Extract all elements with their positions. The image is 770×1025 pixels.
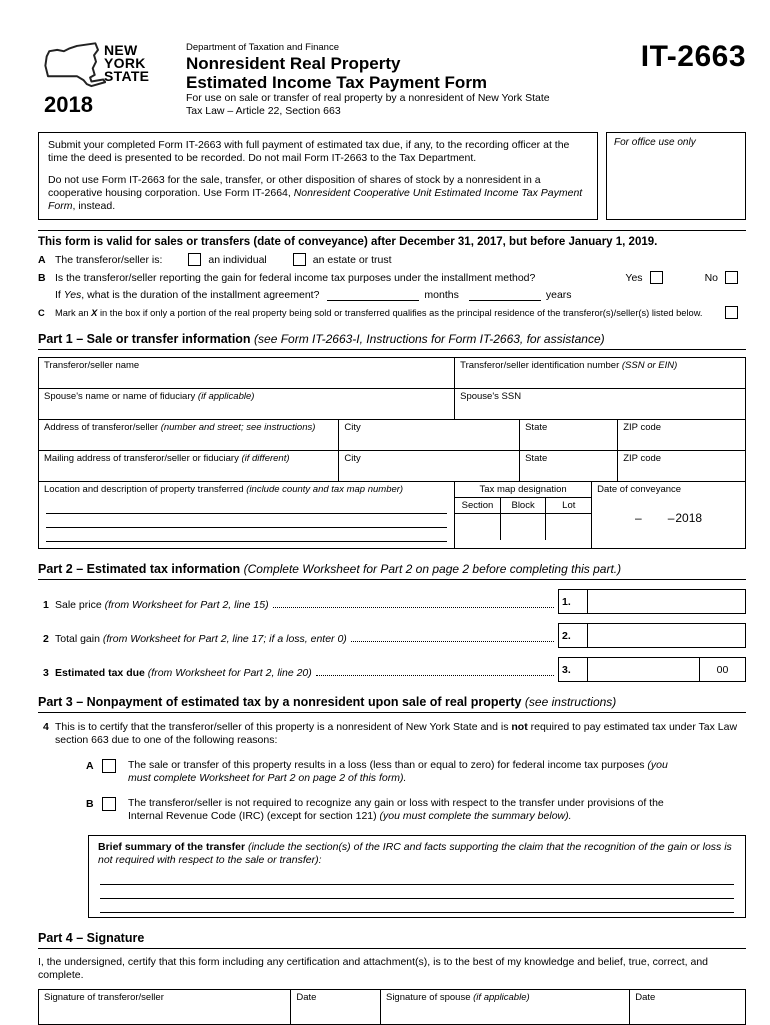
property-location-field[interactable]: Location and description of property transferred (include county and tax map number) [39,482,454,548]
city-field[interactable]: City [338,420,519,450]
brief-summary-box [88,835,746,918]
yes-label: Yes [625,271,643,284]
mailing-zip-field[interactable]: ZIP code [617,451,745,481]
dotted-leader [351,641,554,642]
summary-label: Brief summary of the transfer (include the section(s) of the IRC and facts supporting the claim that the recognition of the gain or loss is not required with respect to the sale or transfer): [98,841,732,866]
zip-field[interactable]: ZIP code [617,420,745,450]
form-header [38,40,746,120]
transferor-id-field[interactable]: Transferor/seller identification number (SSN or EIN) [454,358,745,388]
spouse-signature-field[interactable]: Signature of spouse (if applicable) [380,990,629,1024]
spouse-name-field[interactable]: Spouse's name or name of fiduciary (if applicable) [44,391,255,402]
form-title-line1: Nonresident Real Property [186,54,401,73]
months-input-line[interactable] [327,289,419,301]
yes-group [625,271,662,284]
line-item-1 [38,589,746,614]
tax-map-columns [455,498,591,514]
question-b-followup-row [55,289,746,301]
line-number: 3 [43,667,49,679]
no-group [705,271,738,284]
lot-field[interactable] [545,514,591,540]
line-label: Total gain (from Worksheet for Part 2, line 17; if a loss, enter 0) [55,633,347,645]
date-of-conveyance-field[interactable]: Date of conveyance – –2018 [591,482,745,548]
block-field[interactable] [500,514,546,540]
logo-word-york: YORK [104,55,146,71]
question-a-label: The transferor/seller is: [55,253,163,266]
line-item-3 [38,657,746,682]
summary-write-in-line[interactable] [100,871,734,885]
spouse-ssn-field[interactable]: Spouse's SSN [454,389,745,419]
box-line-number: 1. [562,595,571,608]
option-b-letter: B [86,798,94,810]
validity-statement: This form is valid for sales or transfers (date of conveyance) after December 31, 2017, but before January 1, 2019. [38,230,746,248]
summary-write-in-line[interactable] [100,899,734,913]
line-number: 4 [43,721,49,733]
table-row [39,419,745,450]
nys-logo [38,40,186,120]
part3-certification-text: This is to certify that the transferor/seller of this property is a nonresident of New York State and is not required to pay estimated tax under Tax Law section 663 due to one of the following reasons: [55,721,738,746]
part3-option-b [86,797,746,823]
spouse-signature-date-field[interactable]: Date [629,990,745,1024]
part4-header: Part 4 – Signature [38,931,746,949]
mailing-city-field[interactable]: City [338,451,519,481]
table-row [39,481,745,548]
header-titles [186,40,641,120]
logo-word-state: STATE [104,68,150,84]
department-name: Department of Taxation and Finance [186,42,339,53]
years-input-line[interactable] [469,289,541,301]
state-field[interactable]: State [519,420,617,450]
mailing-state-field[interactable]: State [519,451,617,481]
installment-yes-checkbox[interactable] [650,271,663,284]
question-b-row [38,271,746,284]
line-number: 2 [43,633,49,645]
estimated-tax-due-amount-field[interactable] [587,658,699,681]
tax-map-designation [454,482,591,548]
write-in-line[interactable] [46,529,447,542]
question-b-letter: B [38,271,46,284]
part3-item-4 [38,721,746,747]
table-row [39,388,745,419]
total-gain-amount-field[interactable] [587,624,745,647]
conveyance-date-format: – –2018 [635,511,703,525]
years-label: years [545,289,572,301]
ny-state-outline-icon [40,42,106,92]
yes-no-group [625,271,738,284]
part4-certification-text: I, the undersigned, certify that this form including any certification and attachment(s), is to the best of my knowledge and belief, true, correct, and complete. [38,956,709,981]
dotted-leader [316,675,554,676]
form-title-line2: Estimated Income Tax Payment Form [186,73,488,92]
lot-label: Lot [545,498,591,514]
block-label: Block [500,498,546,514]
transferor-signature-field[interactable]: Signature of transferor/seller [44,992,164,1003]
write-in-line[interactable] [46,501,447,514]
question-c-label: Mark an X in the box if only a portion of the real property being sold or transferred qualifies as the principal residence of the transferor(s)/seller(s) listed below. [55,307,703,318]
part1-table [38,357,746,549]
dotted-leader [273,607,554,608]
submission-notice-box [38,132,598,220]
question-a-row [38,253,746,266]
write-in-line[interactable] [46,515,447,528]
estate-trust-checkbox[interactable] [293,253,306,266]
line-item-2 [38,623,746,648]
notice-paragraph-2: Do not use Form IT-2663 for the sale, transfer, or other disposition of shares of stock by a nonresident in a cooperative housing corporation. Use Form IT-2664, Nonresident Cooperative Unit Estimated Income Tax Payment Form, instead. [48,174,583,212]
irc-exemption-checkbox[interactable] [102,797,116,811]
loss-checkbox[interactable] [102,759,116,773]
tax-map-inputs [455,514,591,540]
tax-year: 2018 [44,92,93,117]
section-label: Section [455,498,500,514]
line-number: 1 [43,599,49,611]
section-field[interactable] [455,514,500,540]
question-a-letter: A [38,253,46,266]
option-b-text: The transferor/seller is not required to recognize any gain or loss with respect to the transfer under provisions of the Internal Revenue Code (IRC) (except for section 121) (you must complete the summary below). [128,797,664,822]
mailing-address-field[interactable]: Mailing address of transferor/seller or fiduciary (if different) [44,453,290,464]
address-field[interactable]: Address of transferor/seller (number and street; see instructions) [44,422,316,433]
question-c-row [38,306,746,319]
part1-header: Part 1 – Sale or transfer information (see Form IT-2663-I, Instructions for Form IT-2663, for assistance) [38,332,746,350]
question-c-letter: C [38,307,45,318]
question-b-label: Is the transferor/seller reporting the gain for federal income tax purposes under the installment method? [55,271,536,284]
part2-body [38,589,746,682]
line-label: Estimated tax due (from Worksheet for Part 2, line 20) [55,667,312,679]
individual-label: an individual [208,253,267,266]
form-number: IT-2663 [640,40,746,73]
office-use-box: For office use only [606,132,746,220]
signature-table [38,989,746,1025]
part3-option-a [86,759,746,785]
line-label: Sale price (from Worksheet for Part 2, line 15) [55,599,269,611]
installment-no-checkbox[interactable] [725,271,738,284]
part2-header: Part 2 – Estimated tax information (Complete Worksheet for Part 2 on page 2 before completing this part.) [38,562,746,580]
estate-trust-label: an estate or trust [312,253,392,266]
logo-wordmark [104,44,149,83]
sale-price-amount-field[interactable] [587,590,745,613]
cents-cell: 00 [699,658,745,681]
summary-write-in-line[interactable] [100,885,734,899]
option-a-letter: A [86,760,94,772]
transferor-signature-date-field[interactable]: Date [290,990,380,1024]
table-row [39,358,745,388]
table-row [39,450,745,481]
followup-label: If Yes, what is the duration of the installment agreement? [55,289,320,301]
no-label: No [704,271,718,284]
notice-section [38,132,746,220]
notice-paragraph-1: Submit your completed Form IT-2663 with full payment of estimated tax due, if any, to the recording officer at the time the deed is presented to be recorded. Do not mail Form IT-2663 to the Tax Department. [48,139,570,164]
principal-residence-checkbox[interactable] [725,306,738,319]
individual-checkbox[interactable] [188,253,201,266]
form-subtitle-line1: For use on sale or transfer of real property by a nonresident of New York State [186,92,550,104]
tax-map-title: Tax map designation [455,482,591,498]
property-location-lines [46,501,447,542]
form-subtitle-line2: Tax Law – Article 22, Section 663 [186,104,341,117]
box-line-number: 2. [562,629,571,642]
months-label: months [424,289,459,301]
logo-word-new: NEW [104,42,138,58]
transferor-name-field[interactable]: Transferor/seller name [44,360,140,371]
box-line-number: 3. [562,663,571,676]
option-a-text: The sale or transfer of this property results in a loss (less than or equal to zero) for federal income tax purposes (you must complete Worksheet for Part 2 on page 2 of this form). [128,759,668,784]
part3-header: Part 3 – Nonpayment of estimated tax by a nonresident upon sale of real property (see instructions) [38,695,746,713]
